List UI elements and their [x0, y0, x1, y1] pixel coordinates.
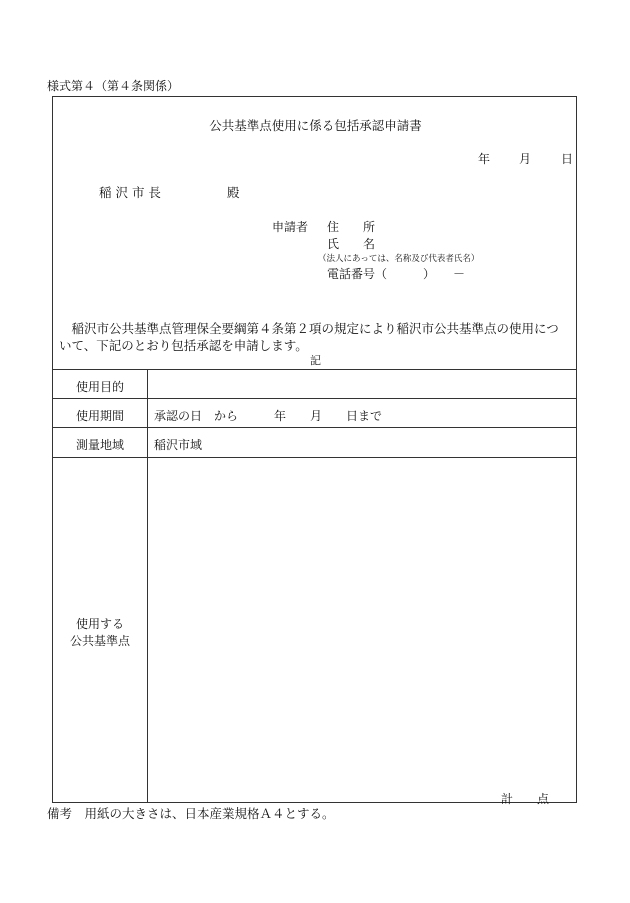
application-statement: 稲沢市公共基準点管理保全要綱第４条第２項の規定により稲沢市公共基準点の使用について、下記のとおり包括承認を申請します。 [59, 321, 559, 353]
row-divider [53, 457, 576, 458]
survey-area-label: 測量地域 [75, 438, 124, 452]
points-label-line2: 公共基準点 [69, 634, 130, 648]
survey-area-value: 稲沢市域 [154, 438, 203, 452]
period-value: 承認の日 から 年 月 日まで [154, 409, 383, 423]
points-label-line1: 使用する [75, 617, 124, 631]
purpose-label: 使用目的 [75, 380, 124, 394]
period-label: 使用期間 [75, 409, 124, 423]
address-label: 住 所 [327, 220, 376, 234]
column-divider [147, 369, 148, 803]
points-total-label: 計 点 [501, 792, 550, 806]
ki-heading: 記 [310, 354, 321, 367]
addressee-name: 稲 沢 市 長 [99, 185, 161, 200]
addressee-honorific: 殿 [227, 185, 240, 200]
table-top-border [53, 369, 576, 370]
date-day: 日 [561, 152, 574, 166]
date-year: 年 [478, 152, 491, 166]
row-divider [53, 398, 576, 399]
date-month: 月 [519, 152, 532, 166]
application-form [52, 96, 577, 806]
name-label: 氏 名 [327, 237, 376, 251]
paper-size-note: 備考 用紙の大きさは、日本産業規格Ａ４とする。 [47, 806, 335, 821]
applicant-heading: 申請者 [272, 220, 309, 234]
form-title: 公共基準点使用に係る包括承認申請書 [209, 118, 422, 133]
form-number-label: 様式第４（第４条関係） [47, 79, 180, 93]
phone-label: 電話番号（ ） － [327, 267, 466, 281]
row-divider [53, 427, 576, 428]
corporate-name-note: （法人にあっては、名称及び代表者氏名） [318, 254, 480, 264]
